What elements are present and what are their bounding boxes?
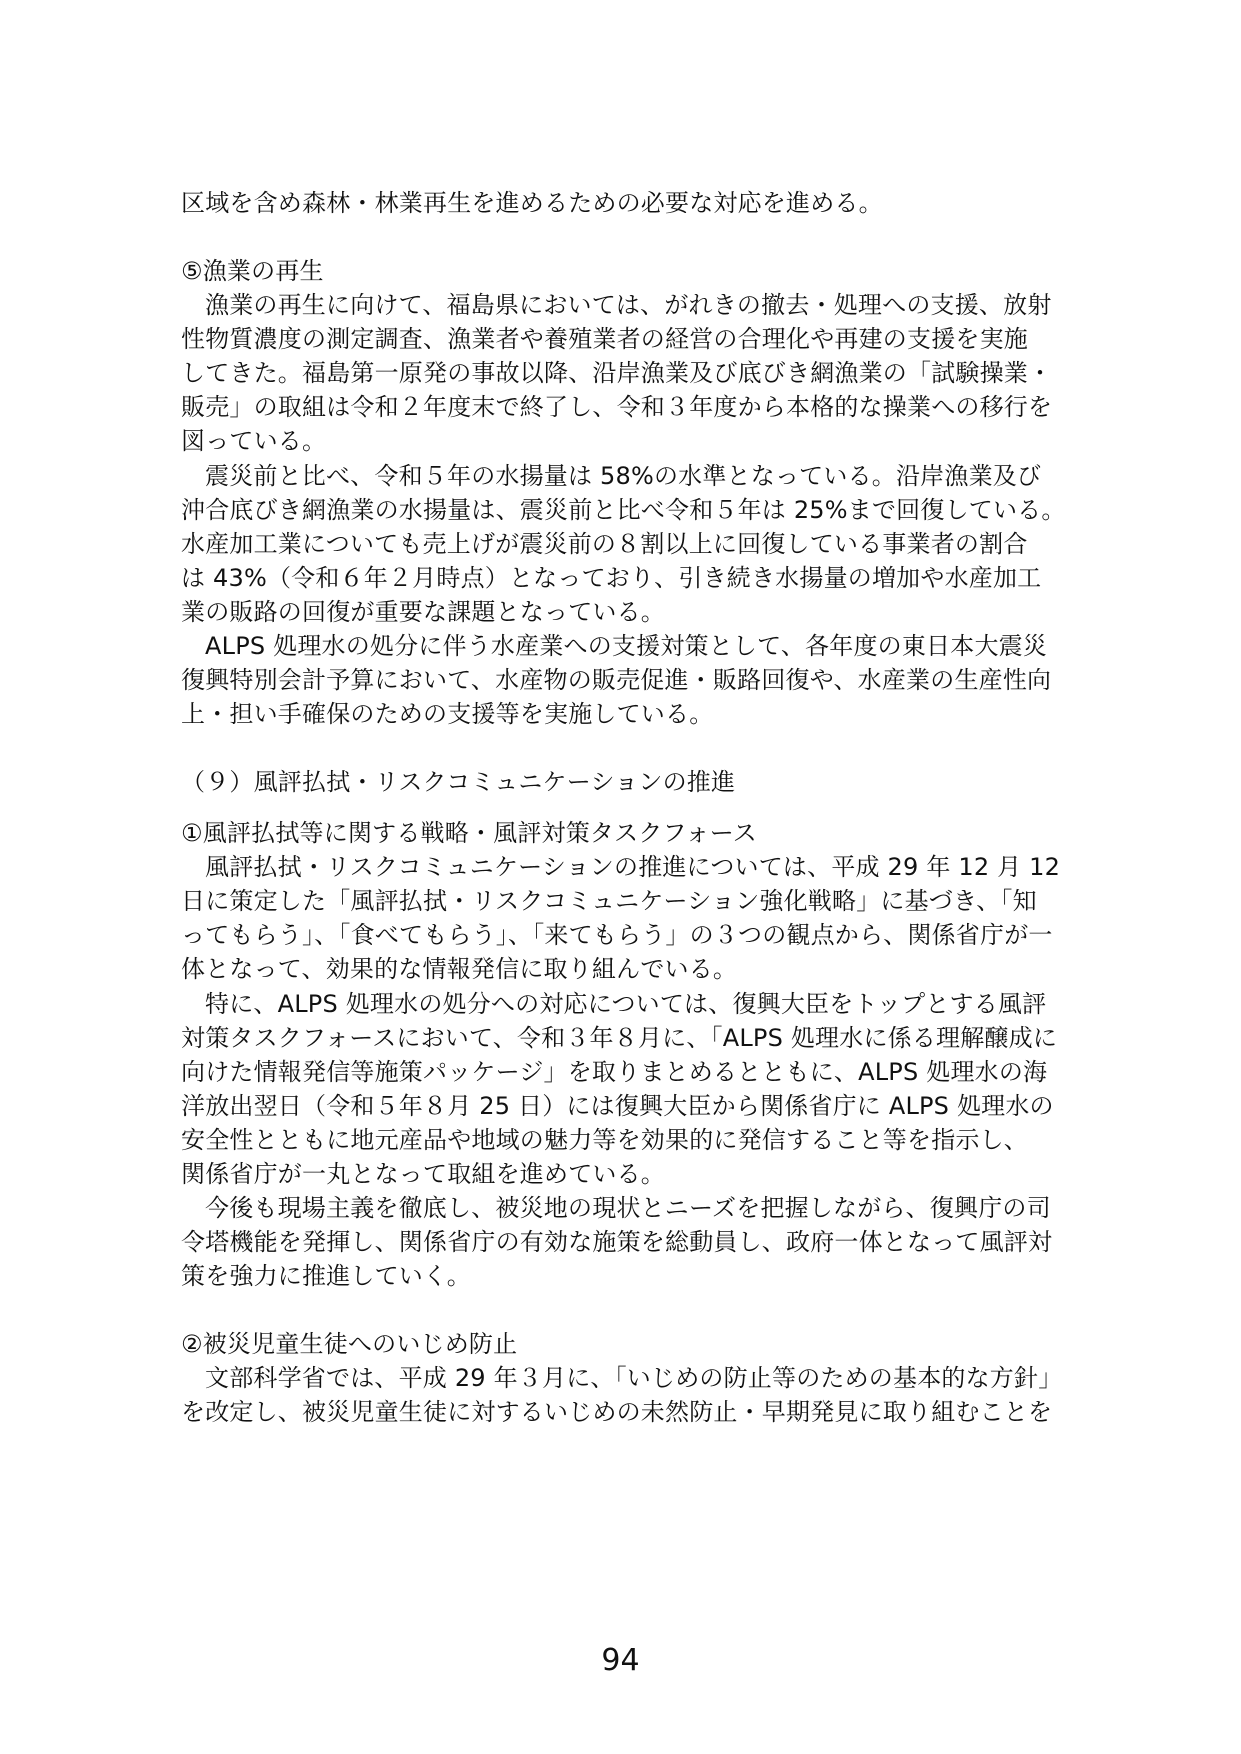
text-line: ALPS 処理水の処分に伴う水産業への支援対策として、各年度の東日本大震災	[205, 632, 1048, 660]
text-line: 令塔機能を発揮し、関係省庁の有効な施策を総動員し、政府一体となって風評対	[181, 1228, 1053, 1256]
text-line: 震災前と比べ、令和５年の水揚量は 58%の水準となっている。沿岸漁業及び	[205, 462, 1042, 490]
text-line: 区域を含め森林・林業再生を進めるための必要な対応を進める。	[181, 189, 883, 217]
text-line: 性物質濃度の測定調査、漁業者や養殖業者の経営の合理化や再建の支援を実施	[181, 325, 1028, 353]
text-line: ってもらう」、「食べてもらう」、「来てもらう」の３つの観点から、関係省庁が一	[181, 921, 1053, 949]
text-line: 洋放出翌日（令和５年８月 25 日）には復興大臣から関係省庁に ALPS 処理水の	[181, 1092, 1054, 1120]
section-heading-fisheries: ⑤漁業の再生	[181, 257, 324, 285]
section-heading-rumor-countermeasures: （９）風評払拭・リスクコミュニケーションの推進	[181, 768, 736, 796]
text-line: 策を強力に推進していく。	[181, 1262, 471, 1290]
text-line: 上・担い手確保のための支援等を実施している。	[181, 700, 714, 728]
text-line: は 43%（令和６年２月時点）となっており、引き続き水揚量の増加や水産加工	[181, 564, 1042, 592]
text-line: 沖合底びき網漁業の水揚量は、震災前と比べ令和５年は 25%まで回復している。	[181, 496, 1066, 524]
text-line: 業の販路の回復が重要な課題となっている。	[181, 598, 665, 626]
text-line: 特に、ALPS 処理水の処分への対応については、復興大臣をトップとする風評	[205, 990, 1047, 1018]
text-line: してきた。福島第一原発の事故以降、沿岸漁業及び底びき網漁業の「試験操業・	[181, 359, 1053, 387]
text-line: 関係省庁が一丸となって取組を進めている。	[181, 1160, 665, 1188]
text-line: 日に策定した「風評払拭・リスクコミュニケーション強化戦略」に基づき、「知	[181, 887, 1037, 915]
text-line: を改定し、被災児童生徒に対するいじめの未然防止・早期発見に取り組むことを	[181, 1398, 1053, 1426]
text-line: 販売」の取組は令和２年度末で終了し、令和３年度から本格的な操業への移行を	[181, 393, 1053, 421]
text-line: 今後も現場主義を徹底し、被災地の現状とニーズを把握しながら、復興庁の司	[205, 1194, 1051, 1222]
text-line: 体となって、効果的な情報発信に取り組んでいる。	[181, 955, 738, 983]
text-line: 安全性とともに地元産品や地域の魅力等を効果的に発信すること等を指示し、	[181, 1126, 1028, 1154]
text-line: 復興特別会計予算において、水産物の販売促進・販路回復や、水産業の生産性向	[181, 666, 1052, 694]
text-line: 文部科学省では、平成 29 年３月に、「いじめの防止等のための基本的な方針」	[205, 1364, 1063, 1392]
page-number: 94	[601, 1643, 640, 1678]
text-line: 風評払拭・リスクコミュニケーションの推進については、平成 29 年 12 月 12	[205, 853, 1061, 881]
subsection-heading-bullying-prevention: ②被災児童生徒へのいじめ防止	[181, 1330, 518, 1358]
text-line: 対策タスクフォースにおいて、令和３年８月に、「ALPS 処理水に係る理解醸成に	[181, 1024, 1058, 1052]
text-line: 向けた情報発信等施策パッケージ」を取りまとめるとともに、ALPS 処理水の海	[181, 1058, 1048, 1086]
text-line: 水産加工業についても売上げが震災前の８割以上に回復している事業者の割合	[181, 530, 1028, 558]
subsection-heading-strategy: ①風評払拭等に関する戦略・風評対策タスクフォース	[181, 819, 757, 847]
text-line: 図っている。	[181, 427, 327, 455]
text-line: 漁業の再生に向けて、福島県においては、がれきの撤去・処理への支援、放射	[205, 291, 1052, 319]
